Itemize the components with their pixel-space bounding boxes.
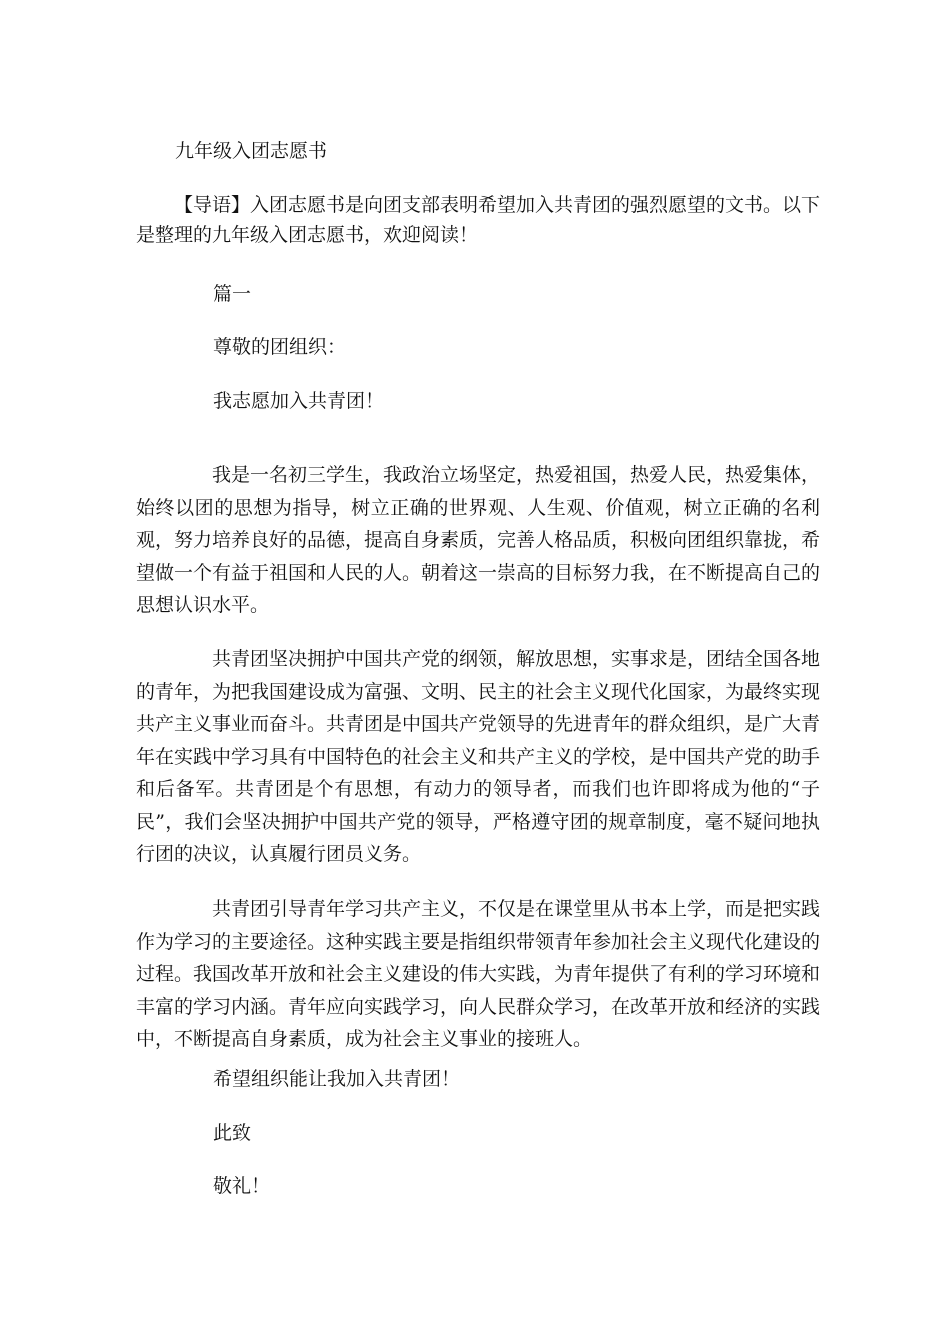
application-statement: 我志愿加入共青团！ [213,390,385,412]
intro-paragraph: 【导语】入团志愿书是向团支部表明希望加入共青团的强烈愿望的文书。以下是整理的九年级入团志愿书，欢迎阅读！ [136,194,821,246]
document-title: 九年级入团志愿书 [175,140,328,162]
body-paragraph-3: 共青团引导青年学习共产主义，不仅是在课堂里从书本上学，而是把实践作为学习的主要途径。这种实践主要是指组织带领青年参加社会主义现代化建设的过程。我国改革开放和社会主义建设的伟大实践，为青年提供了有利的学习环境和丰富的学习内涵。青年应向实践学习，向人民群众学习，在改革开放和经济的实践中，不断提高自身素质，成为社会主义事业的接班人。 [136,898,821,1050]
closing-wish: 希望组织能让我加入共青团！ [213,1068,461,1090]
closing-ci-zhi: 此致 [213,1122,252,1144]
body-paragraph-1: 我是一名初三学生，我政治立场坚定，热爱祖国，热爱人民，热爱集体，始终以团的思想为指导，树立正确的世界观、人生观、价值观，树立正确的名利观，努力培养良好的品德，提高自身素质，完善人格品质，积极向团组织靠拢，希望做一个有益于祖国和人民的人。朝着这一崇高的目标努力我，在不断提高自己的思想认识水平。 [136,464,821,616]
body-paragraph-2: 共青团坚决拥护中国共产党的纲领，解放思想，实事求是，团结全国各地的青年，为把我国建设成为富强、文明、民主的社会主义现代化国家，为最终实现共产主义事业而奋斗。共青团是中国共产党领导的先进青年的群众组织，是广大青年在实践中学习具有中国特色的社会主义和共产主义的学校，是中国共产党的助手和后备军。共青团是个有思想，有动力的领导者，而我们也许即将成为他的“子民”，我们会坚决拥护中国共产党的领导，严格遵守团的规章制度，毫不疑问地执行团的决议，认真履行团员义务。 [136,648,821,865]
closing-jing-li: 敬礼！ [213,1175,271,1197]
section-label: 篇一 [213,283,252,305]
salutation: 尊敬的团组织： [213,336,347,358]
